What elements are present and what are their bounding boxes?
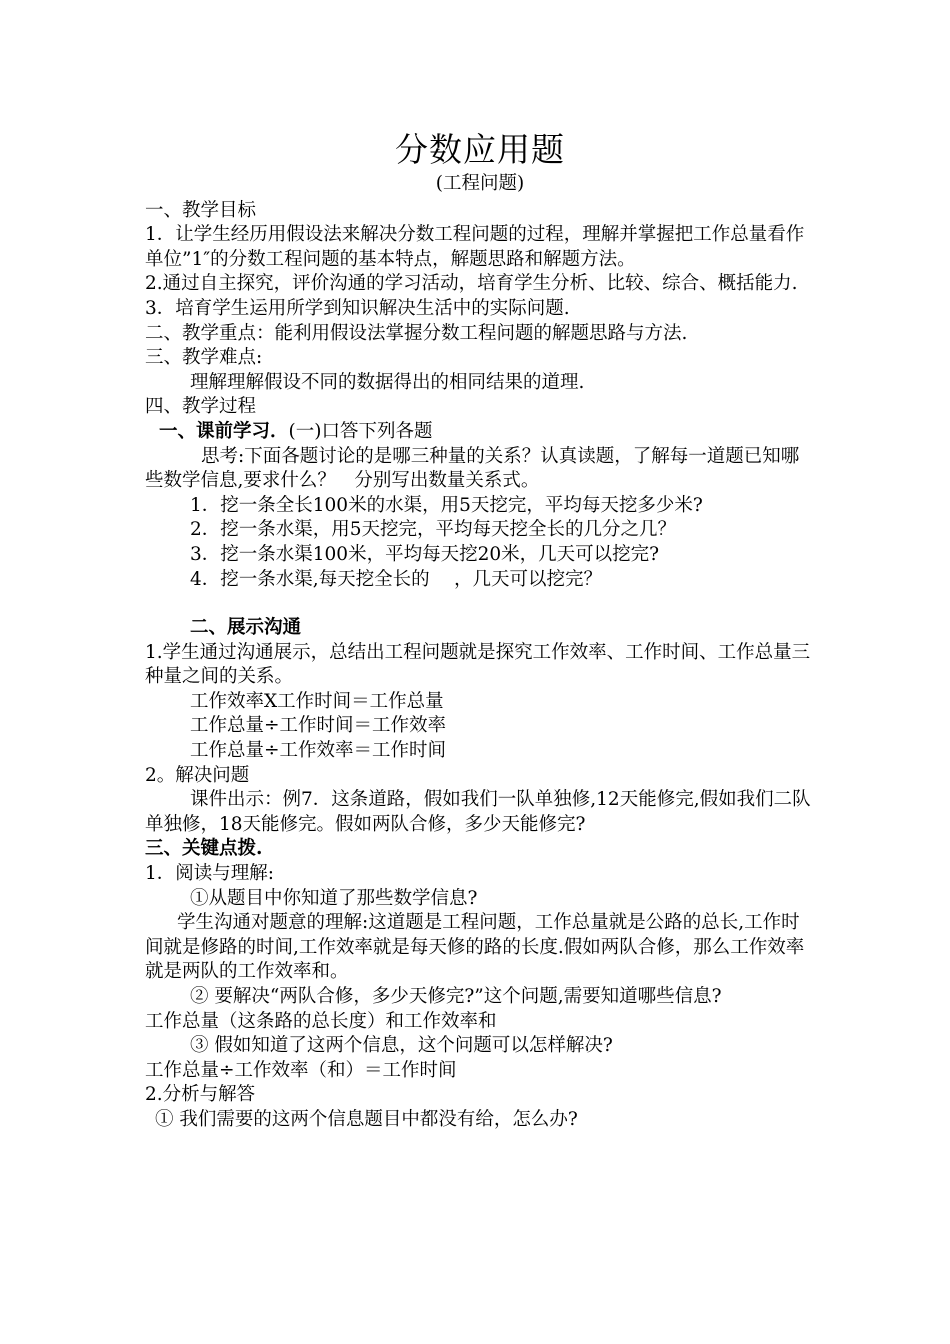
reading-answer-2: 工作总量（这条路的总长度）和工作效率和 <box>145 1010 497 1032</box>
question-1: 1．挖一条全长100米的水渠，用5天挖完，平均每天挖多少米? <box>190 494 703 516</box>
formula-2: 工作总量÷工作时间＝工作效率 <box>190 715 447 737</box>
reading-question-3: ③ 假如知道了这两个信息，这个问题可以怎样解决? <box>190 1035 613 1057</box>
reading-answer-1: 学生沟通对题意的理解:这道题是工程问题，工作总量就是公路的总长,工作时间就是修路的时间,工作效率就是每天修的路的长度.假如两队合修，那么工作效率就是两队的工作效率和。 <box>145 912 805 983</box>
question-2: 2．挖一条水渠，用5天挖完，平均每天挖全长的几分之几？ <box>190 519 677 541</box>
spacer <box>145 592 815 616</box>
section-heading-difficulty: 三、教学难点: <box>145 347 263 369</box>
key-heading: 三、关键点拨. <box>145 838 263 860</box>
analysis-heading: 2.分析与解答 <box>145 1084 256 1106</box>
pre-study-line <box>145 420 815 445</box>
pre-study-heading: 一、课前学习． <box>159 420 289 442</box>
example-paragraph: 课件出示：例7．这条道路，假如我们一队单独修,12天能修完,假如我们二队单独修，18天能修完。假如两队合修，多少天能修完? <box>145 789 811 835</box>
pre-study-subheading: (一)口答下列各题 <box>288 420 433 442</box>
formula-1: 工作效率X工作时间＝工作总量 <box>190 690 444 712</box>
reading-answer-3: 工作总量÷工作效率（和）＝工作时间 <box>145 1059 457 1081</box>
reading-question-2: ② 要解决“两队合修，多少天修完?”这个问题,需要知道哪些信息? <box>190 986 722 1007</box>
goal-item-1: 1．让学生经历用假设法来解决分数工程问题的过程，理解并掌握把工作总量看作单位”1″的分数工程问题的基本特点，解题思路和解题方法。 <box>145 224 805 270</box>
show-heading: 二、展示沟通 <box>190 617 302 639</box>
formula-3: 工作总量÷工作效率＝工作时间 <box>190 740 447 762</box>
question-3: 3．挖一条水渠100米，平均每天挖20米，几天可以挖完? <box>190 543 660 565</box>
goal-item-3: 3．培育学生运用所学到知识解决生活中的实际问题. <box>145 297 570 319</box>
section-heading-key-points: 二、教学重点：能利用假设法掌握分数工程问题的解题思路与方法. <box>145 322 688 344</box>
goal-item-2: 2.通过自主探究，评价沟通的学习活动，培育学生分析、比较、综合、概括能力. <box>145 273 798 295</box>
show-paragraph: 1.学生通过沟通展示，总结出工程问题就是探究工作效率、工作时间、工作总量三种量之间的关系。 <box>145 641 811 688</box>
document-page <box>145 128 815 1133</box>
think-paragraph: 思考:下面各题讨论的是哪三种量的关系？认真读题，了解每一道题已知哪些数学信息,要求什么？ 分别写出数量关系式。 <box>145 445 800 492</box>
page-subtitle: (工程问题) <box>435 173 525 194</box>
analysis-question-1: ① 我们需要的这两个信息题目中都没有给，怎么办? <box>155 1108 578 1130</box>
reading-heading: 1．阅读与理解: <box>145 863 275 885</box>
reading-question-1: ①从题目中你知道了那些数学信息? <box>190 887 478 909</box>
solve-heading: 2。解决问题 <box>145 764 250 786</box>
section-heading-process: 四、教学过程 <box>145 396 257 418</box>
question-4: 4．挖一条水渠,每天挖全长的 ，几天可以挖完？ <box>190 568 603 590</box>
difficulty-text: 理解理解假设不同的数据得出的相同结果的道理. <box>190 371 585 393</box>
page-title: 分数应用题 <box>395 130 565 169</box>
section-heading-goals: 一、教学目标 <box>145 199 257 221</box>
